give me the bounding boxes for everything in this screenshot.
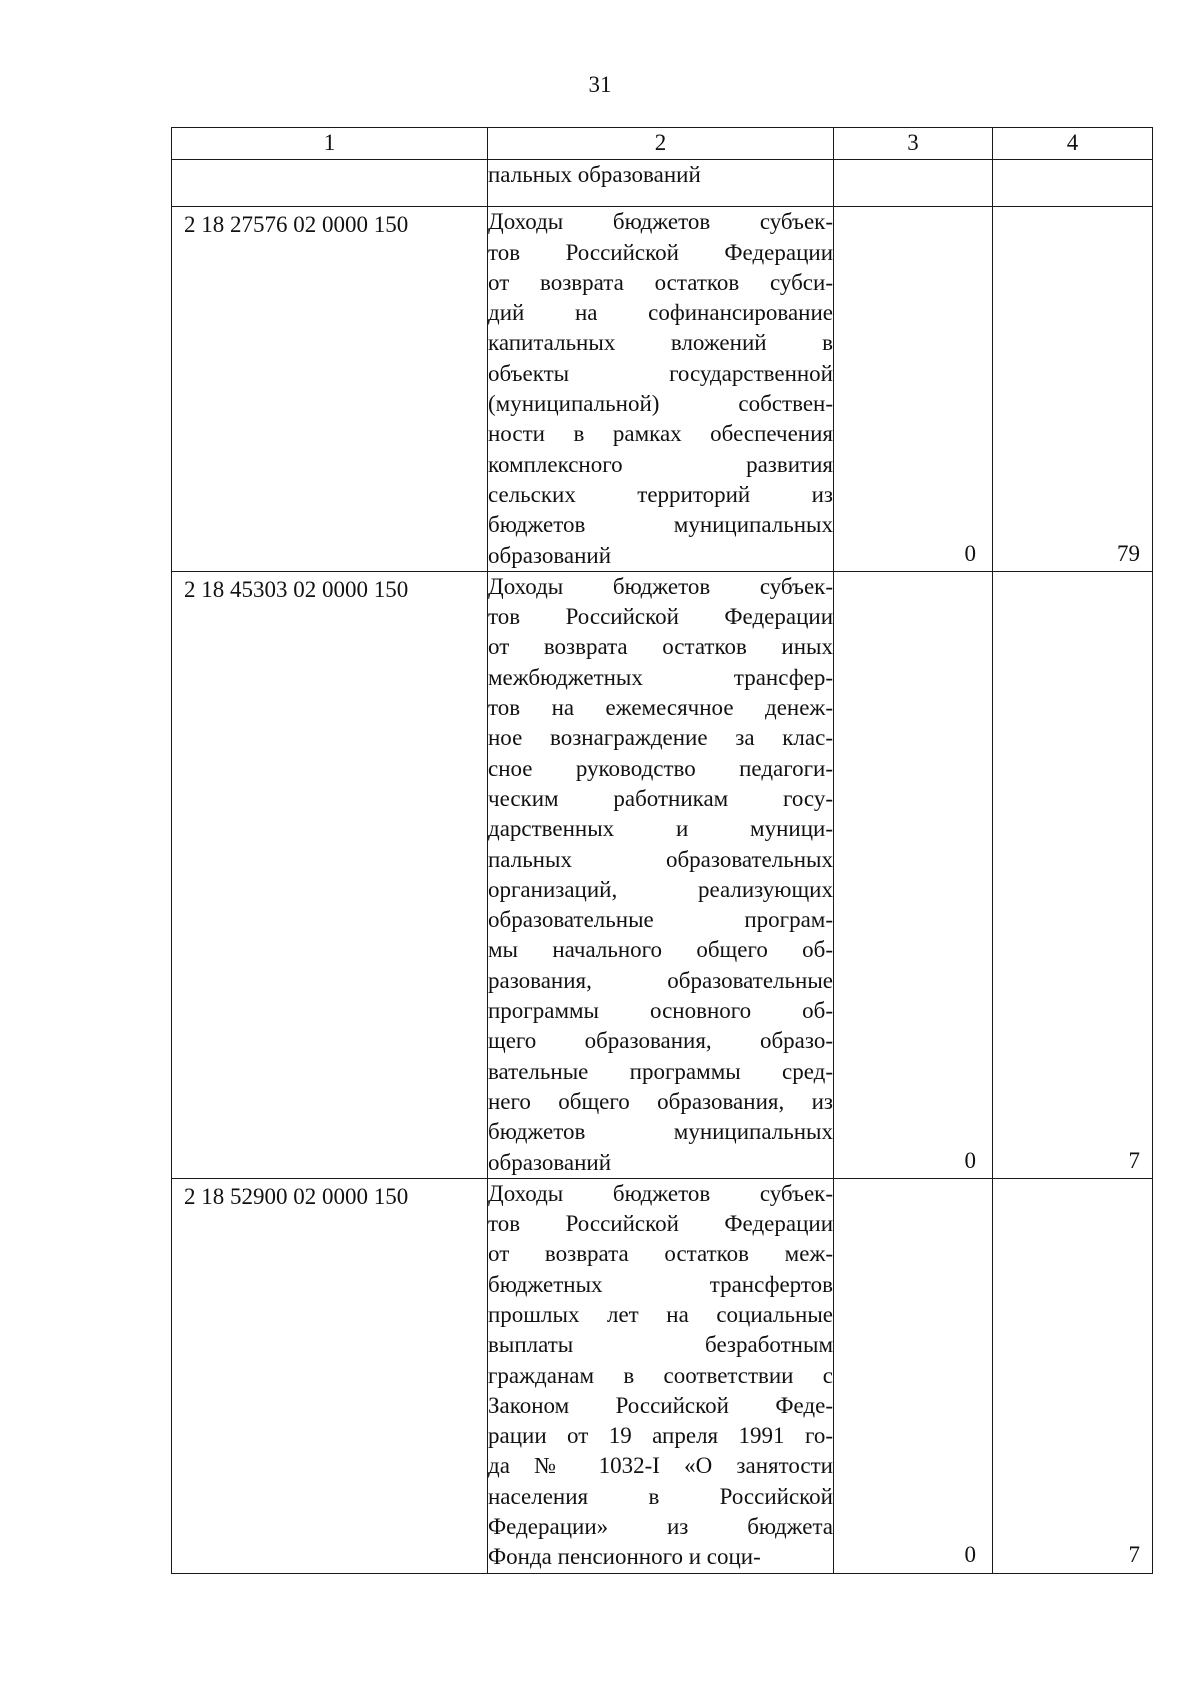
- description-line: программы основного об-: [488, 998, 833, 1024]
- description-line: щего образования, образо-: [488, 1028, 833, 1054]
- column-header-3: 3: [834, 128, 993, 160]
- description-cell: [488, 571, 834, 1178]
- description-line: него общего образования, из: [488, 1088, 833, 1114]
- description-line: образований: [488, 542, 612, 568]
- description-line: от возврата остатков субси-: [488, 269, 833, 295]
- code-cell: [172, 1178, 488, 1573]
- column-3-value: 0: [964, 1147, 976, 1173]
- description-line: да № 1032-I «О занятости: [488, 1453, 833, 1479]
- code-cell: [172, 160, 488, 207]
- description-line: разования, образовательные: [488, 967, 833, 993]
- description-line: Доходы бюджетов субъек-: [488, 1180, 833, 1206]
- column-3-cell: [834, 207, 993, 572]
- description-line: прошлых лет на социальные: [488, 1301, 833, 1327]
- description-line: Фонда пенсионного и соци-: [488, 1544, 761, 1570]
- description-line: сельских территорий из: [488, 481, 833, 507]
- column-4-cell: [993, 571, 1153, 1178]
- table-header-row: [172, 128, 1153, 160]
- revenue-code: [172, 160, 487, 163]
- description-line: комплексного развития: [488, 451, 833, 477]
- description-line: дий на софинансирование: [488, 300, 833, 326]
- description-line: Доходы бюджетов субъек-: [488, 209, 833, 235]
- description-line: бюджетов муниципальных: [488, 1119, 833, 1145]
- column-3-value: 0: [964, 540, 976, 566]
- description-line: тов Российской Федерации: [488, 239, 833, 265]
- description-line: тов на ежемесячное денеж-: [488, 695, 833, 721]
- column-4-value: 7: [1128, 1147, 1140, 1173]
- description-cell: [488, 207, 834, 572]
- description-line: тов Российской Федерации: [488, 604, 833, 630]
- column-header-1: 1: [172, 128, 488, 160]
- column-3-cell: [834, 1178, 993, 1573]
- description-line: бюджетных трансфертов: [488, 1271, 833, 1297]
- description-cell: [488, 1178, 834, 1573]
- column-3-cell: [834, 571, 993, 1178]
- description-line: организаций, реализующих: [488, 876, 833, 902]
- page-number: 31: [588, 72, 612, 97]
- description-line: дарственных и муници-: [488, 816, 833, 842]
- description-line: Федерации» из бюджета: [488, 1514, 833, 1540]
- description-line: Доходы бюджетов субъек-: [488, 573, 833, 599]
- description-line: мы начального общего об-: [488, 937, 833, 963]
- table-row-2-18-27576: [172, 207, 1153, 572]
- budget-revenue-table: [171, 127, 1153, 1574]
- description-line: населения в Российской: [488, 1483, 833, 1509]
- description-line: тов Российской Федерации: [488, 1211, 833, 1237]
- description-line: образований: [488, 1149, 612, 1175]
- column-4-cell: [993, 160, 1153, 207]
- revenue-code: 2 18 52900 02 0000 150: [184, 1183, 409, 1209]
- description-line: пальных образовательных: [488, 846, 833, 872]
- column-3-value: 0: [964, 1542, 976, 1568]
- column-4-cell: [993, 1178, 1153, 1573]
- description-line: ческим работникам госу-: [488, 785, 833, 811]
- description-line: ное вознаграждение за клас-: [488, 725, 833, 751]
- description-line: рации от 19 апреля 1991 го-: [488, 1423, 833, 1449]
- description-line: сное руководство педагоги-: [488, 755, 833, 781]
- revenue-code: 2 18 27576 02 0000 150: [184, 212, 409, 238]
- description-line: гражданам в соответствии с: [488, 1362, 833, 1388]
- description-line: бюджетов муниципальных: [488, 512, 833, 538]
- description-line: вательные программы сред-: [488, 1058, 833, 1084]
- column-3-cell: [834, 160, 993, 207]
- description-line: Законом Российской Феде-: [488, 1392, 833, 1418]
- description-line: от возврата остатков иных: [488, 634, 833, 660]
- description-line: ности в рамках обеспечения: [488, 421, 833, 447]
- column-header-2: 2: [488, 128, 834, 160]
- revenue-code: 2 18 45303 02 0000 150: [184, 576, 409, 602]
- code-cell: [172, 571, 488, 1178]
- description-line: межбюджетных трансфер-: [488, 664, 833, 690]
- column-4-cell: [993, 207, 1153, 572]
- description-line: образовательные програм-: [488, 907, 833, 933]
- description-line: от возврата остатков меж-: [488, 1241, 833, 1267]
- description-cell: [488, 160, 834, 207]
- table-row-continuation: [172, 160, 1153, 207]
- description-line: выплаты безработным: [488, 1332, 833, 1358]
- table-row-2-18-52900: [172, 1178, 1153, 1573]
- column-4-value: 79: [1117, 540, 1140, 566]
- code-cell: [172, 207, 488, 572]
- column-header-4: 4: [993, 128, 1153, 160]
- description-line: пальных образований: [488, 162, 701, 187]
- column-4-value: 7: [1128, 1542, 1140, 1568]
- description-line: (муниципальной) собствен-: [488, 391, 833, 417]
- description-line: объекты государственной: [488, 360, 833, 386]
- description-line: капитальных вложений в: [488, 330, 833, 356]
- table-row-2-18-45303: [172, 571, 1153, 1178]
